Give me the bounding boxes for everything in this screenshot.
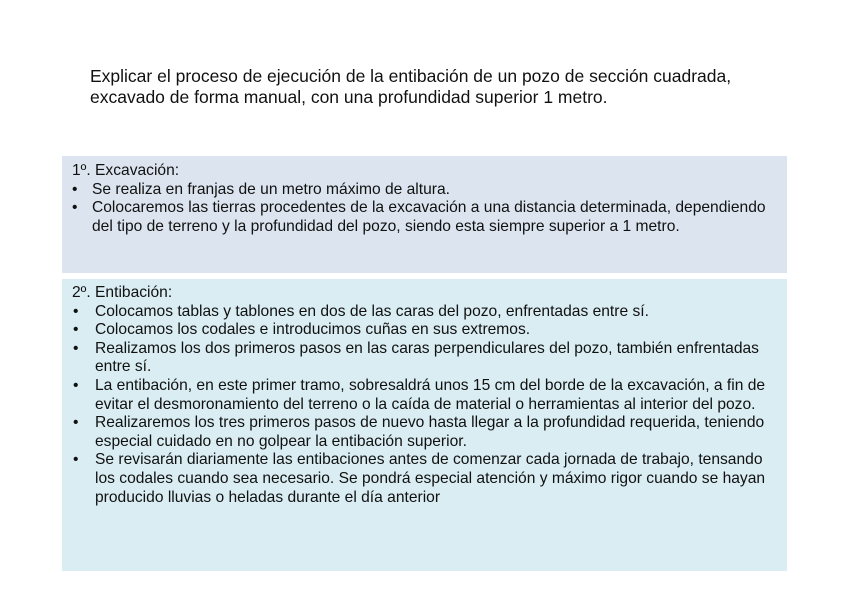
list-item: • Colocamos los codales e introducimos cuñas en sus extremos.: [72, 321, 777, 340]
list-item: • Colocamos tablas y tablones en dos de las caras del pozo, enfrentadas entre sí.: [72, 303, 777, 322]
list-item: • La entibación, en este primer tramo, sobresaldrá unos 15 cm del borde de la excavación, a fin de evitar el desmoronamiento del terreno o la caída de material o herramientas al interior del pozo.: [72, 377, 777, 414]
shoring-heading: 2º. Entibación:: [72, 284, 173, 301]
list-item: • Realizaremos los tres primeros pasos de nuevo hasta llegar a la profundidad requerida, teniendo especial cuidado en no golpear la entibación superior.: [72, 414, 777, 451]
list-item: • Se realiza en franjas de un metro máximo de altura.: [72, 181, 777, 200]
list-item: • Realizamos los dos primeros pasos en las caras perpendiculares del pozo, también enfrentadas entre sí.: [72, 340, 777, 377]
excavation-list: [72, 181, 777, 237]
shoring-list: [72, 303, 777, 508]
excavation-heading: 1º. Excavación:: [72, 162, 180, 179]
list-item: • Colocaremos las tierras procedentes de la excavación a una distancia determinada, dependiendo del tipo de terreno y la profundidad del pozo, siendo esta siempre superior a 1 metro.: [72, 199, 777, 236]
excavation-section: [62, 156, 787, 273]
list-item: • Se revisarán diariamente las entibaciones antes de comenzar cada jornada de trabajo, tensando los codales cuando sea necesario. Se pondrá especial atención y máximo rigor cuando se hayan producido lluvias o heladas durante el día anterior: [72, 451, 777, 507]
question-text: Explicar el proceso de ejecución de la entibación de un pozo de sección cuadrada, excavado de forma manual, con una profundidad superior 1 metro.: [90, 66, 732, 107]
shoring-section: [62, 279, 787, 571]
